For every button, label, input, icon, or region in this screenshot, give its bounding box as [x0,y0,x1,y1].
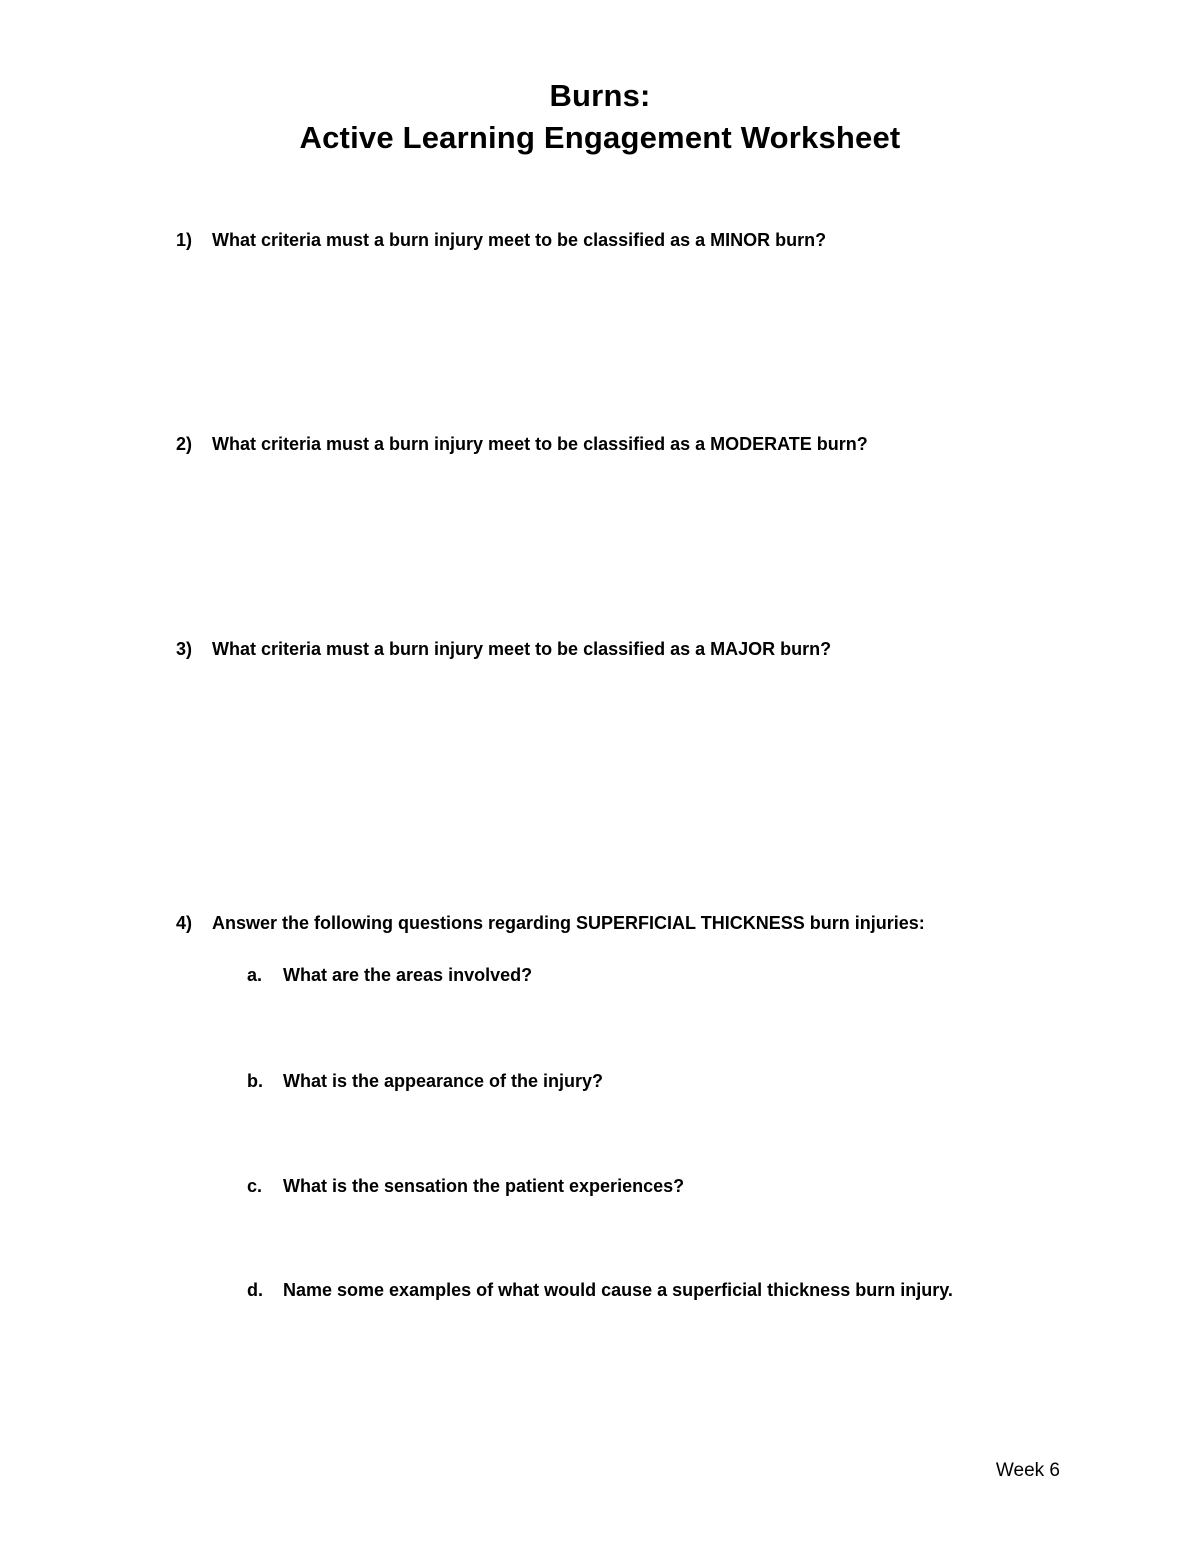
subquestion-b [247,1069,603,1093]
question-number: 2) [176,434,193,454]
subquestion-letter: b. [247,1071,263,1091]
title-line-2: Active Learning Engagement Worksheet [299,120,901,155]
question-text: Answer the following questions regarding SUPERFICIAL THICKNESS burn injuries: [212,913,925,933]
subquestion-d [247,1278,953,1302]
subquestion-letter: c. [247,1176,263,1196]
subquestion-text: What is the appearance of the injury? [283,1071,604,1091]
title-line-1: Burns: [549,78,651,113]
question-3 [176,637,831,661]
subquestion-c [247,1174,684,1198]
subquestion-text: What is the sensation the patient experiences? [283,1176,685,1196]
question-text: What criteria must a burn injury meet to be classified as a MAJOR burn? [212,639,832,659]
footer-week-label: Week 6 [995,1460,1060,1481]
subquestion-letter: a. [247,965,263,985]
question-4 [176,911,925,935]
question-2 [176,432,868,456]
subquestion-text: Name some examples of what would cause a superficial thickness burn injury. [283,1280,953,1300]
question-1 [176,228,826,252]
question-text: What criteria must a burn injury meet to be classified as a MODERATE burn? [212,434,868,454]
subquestion-a [247,963,532,987]
subquestion-letter: d. [247,1280,263,1300]
question-number: 4) [176,913,193,933]
subquestion-text: What are the areas involved? [283,965,533,985]
question-text: What criteria must a burn injury meet to be classified as a MINOR burn? [212,230,827,250]
question-number: 3) [176,639,193,659]
question-number: 1) [176,230,193,250]
